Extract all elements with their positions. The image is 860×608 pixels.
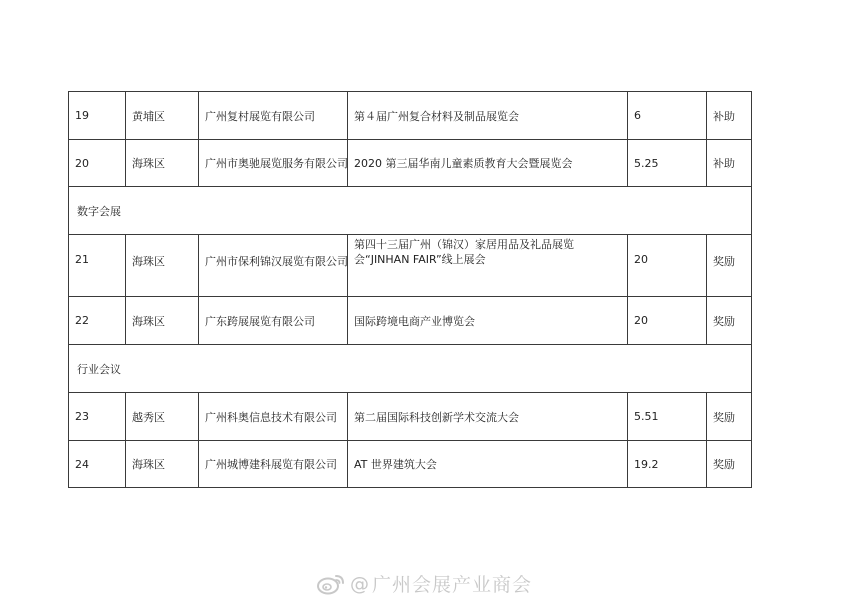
district-cell: 海珠区	[126, 297, 199, 345]
company-cell: 广州城博建科展览有限公司	[199, 441, 348, 488]
amount-cell: 20	[628, 297, 707, 345]
category-label: 行业会议	[69, 345, 752, 393]
district-cell: 海珠区	[126, 441, 199, 488]
exhibition-cell: 第四十三届广州（锦汉）家居用品及礼品展览会“JINHAN FAIR”线上展会	[348, 235, 628, 297]
amount-cell: 6	[628, 92, 707, 140]
exhibition-cell: 国际跨境电商产业博览会	[348, 297, 628, 345]
exhibition-cell: 2020 第三届华南儿童素质教育大会暨展览会	[348, 140, 628, 187]
category-row	[69, 345, 752, 393]
subsidy-table	[68, 91, 752, 488]
row-number: 19	[69, 92, 126, 140]
weibo-logo-icon	[316, 572, 346, 596]
weibo-watermark	[316, 570, 532, 597]
table-row	[69, 297, 752, 345]
type-cell: 补助	[707, 140, 752, 187]
table-row	[69, 441, 752, 488]
type-cell: 奖励	[707, 393, 752, 441]
table-row	[69, 92, 752, 140]
category-label: 数字会展	[69, 187, 752, 235]
row-number: 20	[69, 140, 126, 187]
company-cell: 广州市保利锦汉展览有限公司	[199, 235, 348, 297]
amount-cell: 5.25	[628, 140, 707, 187]
district-cell: 海珠区	[126, 235, 199, 297]
district-cell: 黄埔区	[126, 92, 199, 140]
table-row	[69, 140, 752, 187]
type-cell: 奖励	[707, 441, 752, 488]
table-row	[69, 235, 752, 297]
exhibition-cell: 第４届广州复合材料及制品展览会	[348, 92, 628, 140]
company-cell: 广州复村展览有限公司	[199, 92, 348, 140]
amount-cell: 5.51	[628, 393, 707, 441]
watermark-at: @	[350, 572, 370, 595]
type-cell: 奖励	[707, 235, 752, 297]
type-cell: 奖励	[707, 297, 752, 345]
row-number: 22	[69, 297, 126, 345]
district-cell: 越秀区	[126, 393, 199, 441]
company-cell: 广州科奥信息技术有限公司	[199, 393, 348, 441]
row-number: 21	[69, 235, 126, 297]
exhibition-cell: AT 世界建筑大会	[348, 441, 628, 488]
row-number: 24	[69, 441, 126, 488]
table-row	[69, 393, 752, 441]
company-cell: 广东跨展展览有限公司	[199, 297, 348, 345]
exhibition-cell: 第二届国际科技创新学术交流大会	[348, 393, 628, 441]
watermark-text: 广州会展产业商会	[372, 574, 533, 596]
category-row	[69, 187, 752, 235]
row-number: 23	[69, 393, 126, 441]
type-cell: 补助	[707, 92, 752, 140]
district-cell: 海珠区	[126, 140, 199, 187]
amount-cell: 19.2	[628, 441, 707, 488]
company-cell: 广州市奥驰展览服务有限公司	[199, 140, 348, 187]
amount-cell: 20	[628, 235, 707, 297]
